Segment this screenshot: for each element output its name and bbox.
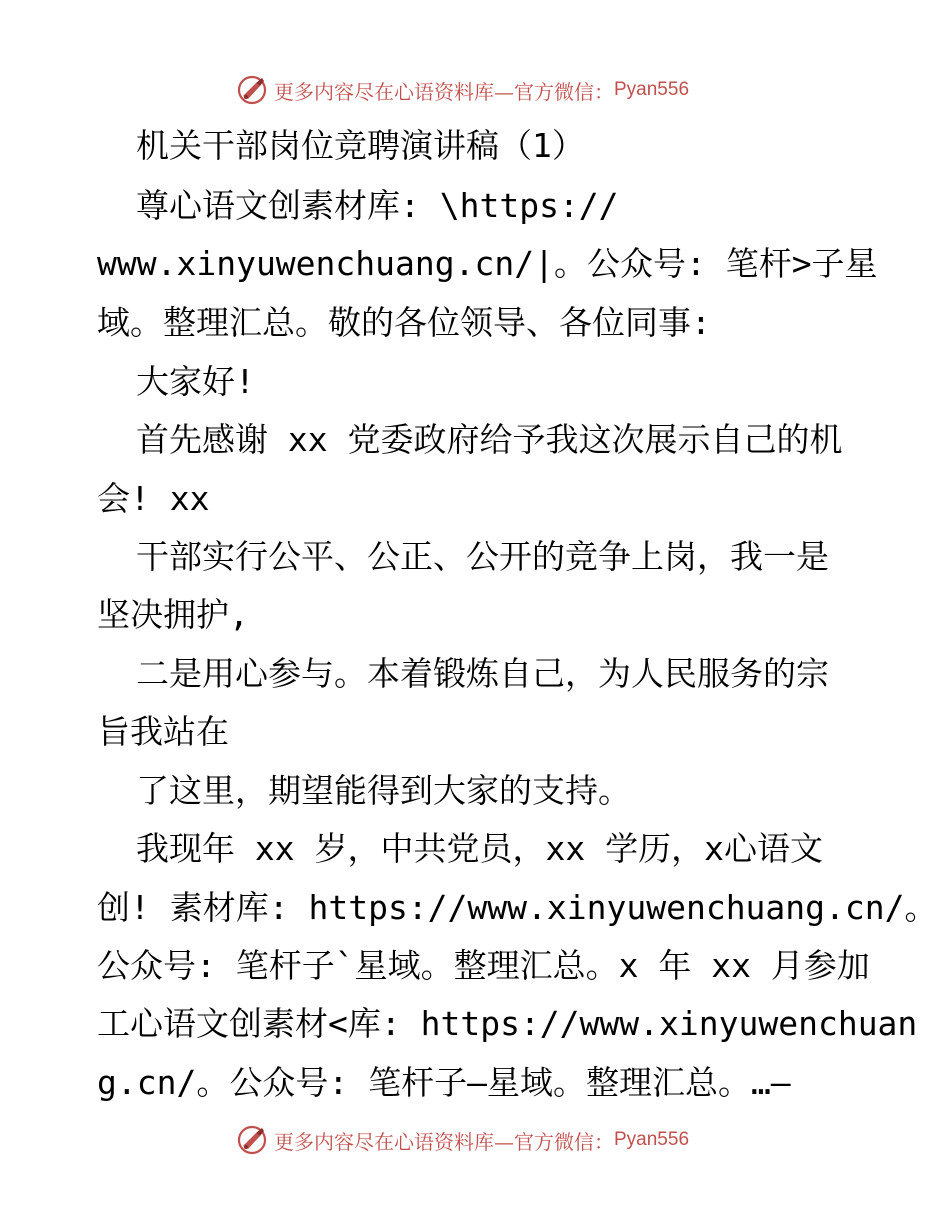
brush-seal-icon xyxy=(236,1124,268,1156)
banner-text: 更多内容尽在心语资料库—官方微信： xyxy=(274,79,614,104)
paragraph-line: 首先感谢 xx 党委政府给予我这次展示自己的机 xyxy=(136,420,843,459)
paragraph-line: 工心语文创素材<库: https://www.xinyuwenchuan xyxy=(97,1004,918,1043)
paragraph-line: 了这里，期望能得到大家的支持。 xyxy=(136,771,631,810)
footer-watermark-banner xyxy=(236,1120,716,1160)
paragraph-line: www.xinyuwenchuang.cn/|。公众号: 笔杆>子星 xyxy=(97,244,878,283)
paragraph-line: 域。整理汇总。敬的各位领导、各位同事: xyxy=(97,303,711,342)
brush-seal-icon xyxy=(236,74,268,106)
paragraph-line: 二是用心参与。本着锻炼自己，为人民服务的宗 xyxy=(136,654,829,693)
wechat-id: Pyan556 xyxy=(614,1129,690,1150)
banner-text: 更多内容尽在心语资料库—官方微信： xyxy=(274,1129,614,1154)
paragraph-line: 旨我站在 xyxy=(97,712,229,751)
paragraph-line: 坚决拥护, xyxy=(97,595,249,634)
paragraph-line: 会! xx xyxy=(97,479,210,518)
paragraph-line: 我现年 xx 岁，中共党员，xx 学历，x心语文 xyxy=(136,829,823,868)
wechat-id: Pyan556 xyxy=(614,79,690,100)
paragraph-line: 创! 素材库: https://www.xinyuwenchuang.cn/。 xyxy=(97,888,938,927)
header-watermark-banner xyxy=(236,70,716,110)
paragraph-line: 尊心语文创素材库: \https:// xyxy=(136,186,619,225)
paragraph-line: 干部实行公平、公正、公开的竞争上岗，我一是 xyxy=(136,537,829,576)
paragraph-line: 公众号: 笔杆子`星域。整理汇总。x 年 xx 月参加 xyxy=(97,946,870,985)
paragraph-line: 大家好! xyxy=(136,362,255,401)
paragraph-line: g.cn/。公众号: 笔杆子—星域。整理汇总。…— xyxy=(97,1063,791,1102)
document-title: 机关干部岗位竞聘演讲稿（1） xyxy=(136,126,585,165)
